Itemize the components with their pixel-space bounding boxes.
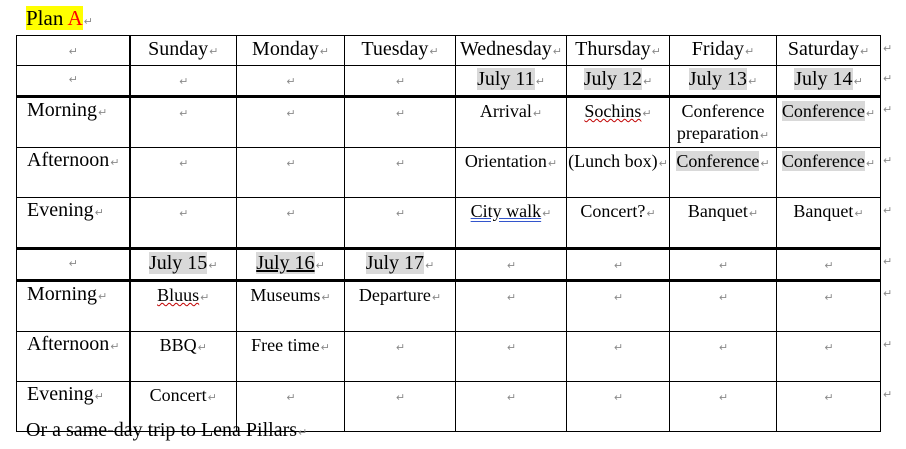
date-row-label [17, 66, 130, 97]
empty-cell [345, 332, 456, 382]
time-slot-label: Evening [27, 199, 94, 221]
cell-mark-icon: ↵ [506, 291, 517, 304]
paragraph-mark-icon: ↵ [83, 15, 93, 28]
cell-mark-icon: ↵ [658, 157, 668, 170]
day-header-tuesday [345, 36, 456, 66]
cell-text: Orientation [464, 151, 547, 171]
schedule-cell [345, 249, 456, 281]
paragraph-mark-icon: ↵ [298, 426, 308, 439]
row-end-mark-icon: ↵ [883, 153, 893, 167]
schedule-cell [345, 281, 456, 332]
cell-text: BBQ [159, 335, 197, 355]
schedule-cell [777, 97, 881, 148]
plan-title [26, 6, 93, 34]
cell-mark-icon: ↵ [98, 106, 108, 119]
cell-text: July 11 [477, 68, 535, 90]
cell-mark-icon: ↵ [68, 73, 78, 86]
cell-mark-icon: ↵ [824, 391, 834, 404]
cell-mark-icon: ↵ [286, 75, 296, 88]
empty-cell [670, 332, 777, 382]
schedule-cell [237, 281, 345, 332]
cell-text: July 13 [688, 68, 748, 90]
cell-text: Sochins [584, 101, 642, 121]
cell-mark-icon: ↵ [552, 45, 562, 58]
row-end-mark-icon: ↵ [883, 102, 893, 116]
schedule-cell [567, 148, 670, 198]
cell-mark-icon: ↵ [286, 207, 296, 220]
empty-cell [456, 332, 567, 382]
row-end-mark-icon: ↵ [883, 203, 893, 217]
empty-cell [567, 249, 670, 281]
cell-text: (Lunch box) [568, 151, 658, 171]
cell-mark-icon: ↵ [319, 45, 329, 58]
cell-mark-icon: ↵ [859, 45, 870, 58]
empty-cell [345, 66, 456, 97]
empty-cell [345, 97, 456, 148]
cell-mark-icon: ↵ [395, 157, 406, 170]
cell-mark-icon: ↵ [395, 341, 406, 354]
plan-title-letter: A [67, 6, 83, 30]
cell-mark-icon: ↵ [320, 341, 330, 354]
cell-mark-icon: ↵ [197, 341, 207, 354]
time-slot-evening [17, 198, 130, 249]
cell-mark-icon: ↵ [613, 341, 624, 354]
empty-cell [130, 198, 237, 249]
empty-cell [456, 281, 567, 332]
cell-text: July 15 [148, 252, 208, 274]
cell-mark-icon: ↵ [209, 45, 219, 58]
schedule-cell [130, 332, 237, 382]
cell-mark-icon: ↵ [854, 207, 864, 220]
empty-cell [567, 281, 670, 332]
cell-text: Free time [251, 335, 320, 355]
cell-mark-icon: ↵ [613, 291, 624, 304]
schedule-cell [670, 66, 777, 97]
cell-mark-icon: ↵ [94, 390, 104, 403]
day-header-label: Tuesday [361, 38, 429, 60]
cell-mark-icon: ↵ [110, 340, 120, 353]
schedule-cell [670, 198, 777, 249]
empty-cell [670, 249, 777, 281]
row-end-mark-icon: ↵ [883, 286, 893, 300]
cell-mark-icon: ↵ [506, 259, 517, 272]
cell-mark-icon: ↵ [94, 206, 104, 219]
day-header-wednesday [456, 36, 567, 66]
schedule-cell [456, 66, 567, 97]
cell-mark-icon: ↵ [315, 259, 325, 272]
cell-mark-icon: ↵ [613, 259, 624, 272]
time-slot-afternoon [17, 332, 130, 382]
footer-note [26, 418, 307, 445]
cell-mark-icon: ↵ [395, 207, 406, 220]
empty-cell [456, 249, 567, 281]
empty-cell [670, 281, 777, 332]
schedule-cell [456, 198, 567, 249]
cell-mark-icon: ↵ [179, 75, 189, 88]
schedule-cell [777, 198, 881, 249]
schedule-cell [777, 148, 881, 198]
cell-mark-icon: ↵ [646, 207, 656, 220]
empty-cell [237, 66, 345, 97]
row-end-mark-icon: ↵ [883, 41, 893, 55]
plan-title-text: Plan [26, 6, 68, 30]
cell-text: July 14 [794, 68, 853, 90]
day-header-label: Thursday [575, 38, 651, 60]
row-end-mark-icon: ↵ [883, 254, 893, 268]
cell-mark-icon: ↵ [179, 157, 189, 170]
time-slot-label: Afternoon [27, 149, 110, 171]
schedule-cell [130, 281, 237, 332]
cell-mark-icon: ↵ [395, 391, 406, 404]
schedule-table [16, 35, 881, 432]
day-header-sunday [130, 36, 237, 66]
time-slot-label: Afternoon [27, 333, 110, 355]
cell-text: Conference [781, 101, 865, 121]
cell-text: Conference [676, 151, 760, 171]
cell-mark-icon: ↵ [865, 107, 876, 120]
cell-mark-icon: ↵ [642, 107, 652, 120]
cell-mark-icon: ↵ [532, 107, 543, 120]
cell-mark-icon: ↵ [68, 257, 78, 270]
cell-mark-icon: ↵ [286, 157, 296, 170]
schedule-cell [777, 66, 881, 97]
empty-cell [130, 97, 237, 148]
time-slot-morning [17, 281, 130, 332]
schedule-cell [237, 249, 345, 281]
empty-cell [130, 148, 237, 198]
schedule-cell [567, 97, 670, 148]
cell-mark-icon: ↵ [208, 259, 218, 272]
cell-mark-icon: ↵ [431, 291, 442, 304]
day-header-label: Wednesday [460, 38, 552, 60]
cell-mark-icon: ↵ [748, 75, 758, 88]
schedule-cell [456, 148, 567, 198]
cell-mark-icon: ↵ [824, 291, 834, 304]
cell-mark-icon: ↵ [651, 45, 661, 58]
empty-cell [237, 97, 345, 148]
cell-text: Conference preparation [676, 101, 765, 143]
day-header-monday [237, 36, 345, 66]
cell-mark-icon: ↵ [506, 391, 517, 404]
cell-mark-icon: ↵ [853, 75, 863, 88]
day-header-label: Friday [691, 38, 744, 60]
cell-mark-icon: ↵ [98, 290, 108, 303]
cell-text: Departure [358, 285, 431, 305]
empty-cell [777, 382, 881, 432]
empty-cell [567, 382, 670, 432]
empty-cell [777, 281, 881, 332]
corner-cell [17, 36, 130, 66]
empty-cell [345, 382, 456, 432]
cell-text: Concert [149, 385, 207, 405]
cell-mark-icon: ↵ [547, 157, 558, 170]
cell-text: Concert? [580, 201, 646, 221]
empty-cell [670, 382, 777, 432]
cell-mark-icon: ↵ [865, 157, 876, 170]
cell-mark-icon: ↵ [506, 341, 517, 354]
cell-text: July 16 [256, 252, 315, 274]
schedule-cell [567, 198, 670, 249]
day-header-label: Monday [252, 38, 319, 60]
cell-text: July 12 [583, 68, 643, 90]
cell-mark-icon: ↵ [759, 129, 770, 142]
cell-mark-icon: ↵ [395, 107, 406, 120]
row-end-mark-icon: ↵ [883, 71, 893, 85]
schedule-cell [130, 249, 237, 281]
cell-mark-icon: ↵ [718, 259, 729, 272]
empty-cell [345, 198, 456, 249]
time-slot-label: Morning [27, 99, 97, 121]
cell-mark-icon: ↵ [613, 391, 624, 404]
cell-mark-icon: ↵ [207, 391, 217, 404]
schedule-cell [237, 332, 345, 382]
cell-text: Banquet [687, 201, 748, 221]
schedule-cell [670, 97, 777, 148]
day-header-thursday [567, 36, 670, 66]
schedule-cell [456, 97, 567, 148]
cell-text: July 17 [365, 252, 425, 274]
cell-text: Arrival [479, 101, 532, 121]
cell-mark-icon: ↵ [748, 207, 759, 220]
time-slot-label: Evening [27, 383, 94, 405]
empty-cell [237, 148, 345, 198]
cell-text: Bluus [157, 285, 200, 305]
cell-mark-icon: ↵ [200, 291, 210, 304]
cell-mark-icon: ↵ [542, 207, 552, 220]
footer-text: Or a same-day trip to Lena Pillars [26, 419, 298, 441]
empty-cell [567, 332, 670, 382]
day-header-label: Saturday [787, 38, 859, 60]
empty-cell [130, 66, 237, 97]
cell-text: Museums [250, 285, 321, 305]
empty-cell [777, 332, 881, 382]
schedule-cell [567, 66, 670, 97]
cell-mark-icon: ↵ [110, 156, 120, 169]
empty-cell [456, 382, 567, 432]
empty-cell [777, 249, 881, 281]
cell-text: Conference [781, 151, 865, 171]
time-slot-label: Morning [27, 283, 97, 305]
cell-mark-icon: ↵ [286, 391, 296, 404]
cell-mark-icon: ↵ [395, 75, 406, 88]
cell-mark-icon: ↵ [718, 291, 729, 304]
plan-title-highlight [26, 6, 83, 30]
cell-mark-icon: ↵ [179, 107, 189, 120]
cell-mark-icon: ↵ [718, 341, 729, 354]
cell-mark-icon: ↵ [535, 75, 545, 88]
cell-mark-icon: ↵ [286, 107, 296, 120]
cell-mark-icon: ↵ [429, 45, 439, 58]
time-slot-morning [17, 97, 130, 148]
cell-mark-icon: ↵ [745, 45, 755, 58]
empty-cell [345, 148, 456, 198]
cell-mark-icon: ↵ [179, 207, 189, 220]
cell-mark-icon: ↵ [824, 341, 834, 354]
cell-text: City walk [470, 201, 542, 221]
row-end-mark-icon: ↵ [883, 337, 893, 351]
cell-mark-icon: ↵ [643, 75, 653, 88]
day-header-friday [670, 36, 777, 66]
cell-mark-icon: ↵ [68, 45, 78, 58]
empty-cell [237, 198, 345, 249]
day-header-label: Sunday [148, 38, 209, 60]
cell-mark-icon: ↵ [425, 259, 435, 272]
schedule-cell [670, 148, 777, 198]
cell-mark-icon: ↵ [321, 291, 331, 304]
cell-mark-icon: ↵ [760, 157, 770, 170]
day-header-saturday [777, 36, 881, 66]
row-end-mark-icon: ↵ [883, 387, 893, 401]
cell-mark-icon: ↵ [824, 259, 834, 272]
date-row-label [17, 249, 130, 281]
cell-text: Banquet [793, 201, 854, 221]
cell-mark-icon: ↵ [718, 391, 729, 404]
time-slot-afternoon [17, 148, 130, 198]
